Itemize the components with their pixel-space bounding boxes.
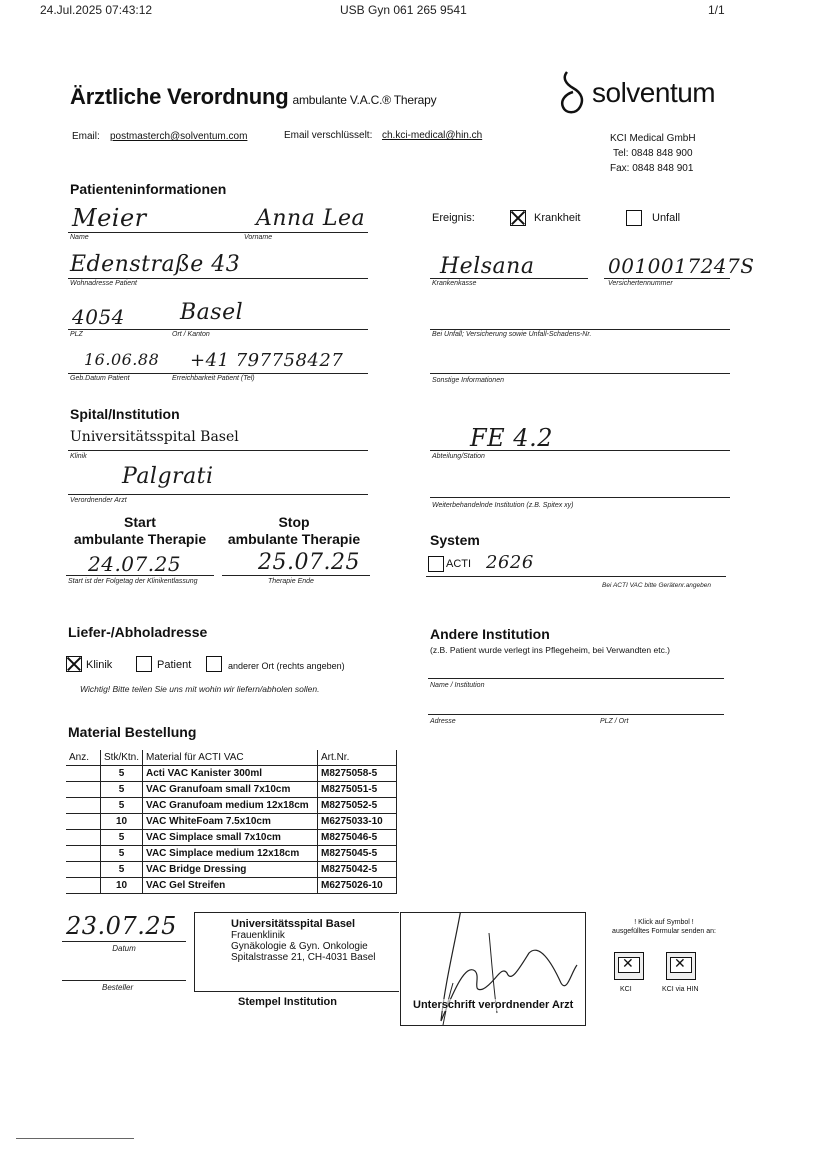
start-title [66, 514, 214, 548]
device-number[interactable]: 2626 [486, 552, 534, 573]
row-artnr: M8275046-5 [318, 830, 397, 846]
row-stk: 5 [101, 830, 143, 846]
table-row [66, 782, 397, 798]
acti-checkbox[interactable] [428, 556, 444, 572]
delivery-anderer-hint: (rechts angeben) [276, 661, 345, 671]
krankenkasse-value[interactable]: Helsana [440, 254, 535, 279]
row-material: VAC Granufoam small 7x10cm [143, 782, 318, 798]
patient-phone-label: Erreichbarkeit Patient (Tel) [172, 375, 255, 382]
table-row [66, 862, 397, 878]
patient-address[interactable]: Edenstraße 43 [70, 252, 241, 277]
other-hint: (z.B. Patient wurde verlegt ins Pflegeheim, bei Verwandten etc.) [430, 645, 671, 655]
enc-email-label: Email verschlüsselt: [284, 130, 373, 141]
other-section-title: Andere Institution [430, 626, 550, 642]
send-kci-label: KCI [620, 986, 632, 993]
col-stk: Stk/Ktn. [101, 750, 143, 766]
col-anz: Anz. [66, 750, 101, 766]
send-instructions-line2: ausgefülltes Formular senden an: [612, 928, 716, 935]
patient-ort-label: Ort / Kanton [172, 331, 210, 338]
row-stk: 5 [101, 766, 143, 782]
row-anz[interactable] [66, 862, 101, 878]
patient-plz[interactable]: 4054 [72, 305, 125, 329]
stamp-line3: Gynäkologie & Gyn. Onkologie [231, 941, 368, 952]
email-label: Email: [72, 131, 100, 142]
table-row [66, 766, 397, 782]
company-tel: Tel: 0848 848 900 [613, 148, 693, 159]
row-artnr: M8275052-5 [318, 798, 397, 814]
row-artnr: M8275045-5 [318, 846, 397, 862]
row-artnr: M6275026-10 [318, 878, 397, 894]
delivery-anderer-text: anderer Ort [228, 661, 275, 671]
patient-vorname-label: Vorname [244, 234, 273, 241]
event-label: Ereignis: [432, 212, 475, 224]
abteilung-label: Abteilung/Station [432, 453, 485, 460]
delivery-klinik-label: Klinik [86, 659, 113, 671]
row-artnr: M6275033-10 [318, 814, 397, 830]
stop-date[interactable]: 25.07.25 [258, 550, 360, 575]
col-material: Material für ACTI VAC [143, 750, 318, 766]
patient-ort[interactable]: Basel [180, 300, 244, 325]
solventum-logo [560, 70, 715, 116]
datum-label: Datum [112, 944, 136, 953]
system-hint: Bei ACTI VAC bitte Gerätenr.angeben [602, 582, 711, 589]
patient-name[interactable]: Meier [72, 204, 147, 232]
row-stk: 10 [101, 878, 143, 894]
delivery-patient-checkbox[interactable] [136, 656, 152, 672]
table-row [66, 814, 397, 830]
row-stk: 5 [101, 846, 143, 862]
krankheit-label: Krankheit [534, 212, 581, 224]
row-stk: 5 [101, 798, 143, 814]
system-section-title: System [430, 532, 480, 548]
row-stk: 5 [101, 862, 143, 878]
patient-phone[interactable]: +41 797758427 [190, 350, 344, 371]
row-material: VAC WhiteFoam 7.5x10cm [143, 814, 318, 830]
unfall-versicherung-label: Bei Unfall; Versicherung sowie Unfall-Schadens-Nr. [432, 331, 592, 338]
patient-section-title: Patienteninformationen [70, 181, 227, 197]
sonstige-label: Sonstige Informationen [432, 377, 504, 384]
material-table [66, 750, 397, 894]
delivery-patient-label: Patient [157, 659, 192, 671]
patient-dob-label: Geb.Datum Patient [70, 375, 130, 382]
klinik-label: Klinik [70, 453, 87, 460]
delivery-klinik-checkbox[interactable] [66, 656, 82, 672]
institution-section-title: Spital/Institution [70, 406, 180, 422]
send-kci-hin-icon[interactable] [666, 952, 696, 980]
row-artnr: M8275051-5 [318, 782, 397, 798]
acti-label: ACTI [446, 558, 472, 570]
start-title-line1: Start [124, 514, 156, 530]
row-anz[interactable] [66, 798, 101, 814]
row-stk: 5 [101, 782, 143, 798]
stamp-label: Stempel Institution [238, 996, 337, 1008]
material-table-header [66, 750, 397, 766]
arzt-value[interactable]: Palgrati [122, 464, 214, 489]
patient-plz-label: PLZ [70, 331, 83, 338]
form-title-main: Ärztliche Verordnung [70, 84, 289, 109]
signature-label: Unterschrift verordnender Arzt [413, 999, 574, 1011]
send-kci-hin-label: KCI via HIN [662, 986, 699, 993]
other-plz-ort-label: PLZ / Ort [600, 718, 629, 725]
row-anz[interactable] [66, 814, 101, 830]
start-label: Start ist der Folgetag der Klinikentlassung [68, 578, 198, 585]
delivery-section-title: Liefer-/Abholadresse [68, 624, 208, 640]
row-material: VAC Simplace small 7x10cm [143, 830, 318, 846]
row-anz[interactable] [66, 766, 101, 782]
start-date[interactable]: 24.07.25 [88, 552, 182, 576]
stop-title-line2: ambulante Therapie [227, 531, 361, 547]
signature-box[interactable] [400, 912, 586, 1026]
besteller-label: Besteller [102, 983, 134, 992]
material-section-title: Material Bestellung [68, 724, 197, 740]
row-material: VAC Gel Streifen [143, 878, 318, 894]
unfall-checkbox[interactable] [626, 210, 642, 226]
table-row [66, 830, 397, 846]
delivery-anderer-checkbox[interactable] [206, 656, 222, 672]
patient-address-label: Wohnadresse Patient [70, 280, 137, 287]
logo-text: solventum [592, 77, 716, 108]
table-row [66, 846, 397, 862]
unfall-label: Unfall [652, 212, 681, 224]
row-artnr: M8275058-5 [318, 766, 397, 782]
row-material: VAC Granufoam medium 12x18cm [143, 798, 318, 814]
fax-sender: USB Gyn 061 265 9541 [340, 3, 467, 17]
start-title-line2: ambulante Therapie [73, 531, 207, 547]
patient-dob[interactable]: 16.06.88 [84, 350, 160, 369]
fax-datetime: 24.Jul.2025 07:43:12 [40, 3, 153, 17]
table-row [66, 878, 397, 894]
form-subtitle: ambulante V.A.C.® Therapy [292, 93, 437, 107]
institution-stamp [194, 912, 399, 992]
enc-email-link[interactable]: ch.kci-medical@hin.ch [382, 130, 483, 141]
weiterbehandelnde-label: Weiterbehandelnde Institution (z.B. Spitex xy) [432, 502, 574, 509]
krankenkasse-label: Krankenkasse [432, 280, 477, 287]
patient-vorname[interactable]: Anna Lea [256, 206, 366, 231]
fax-page: 1/1 [708, 3, 725, 17]
col-artnr: Art.Nr. [318, 750, 397, 766]
row-anz[interactable] [66, 846, 101, 862]
versichertennummer-value[interactable]: 0010017247S [608, 254, 755, 278]
other-name-label: Name / Institution [430, 682, 485, 689]
form-title [70, 84, 436, 110]
klinik-value[interactable]: Universitätsspital Basel [70, 429, 239, 445]
other-adresse-label: Adresse [430, 718, 456, 725]
stop-label: Therapie Ende [268, 578, 314, 585]
arzt-label: Verordnender Arzt [70, 497, 127, 504]
row-material: Acti VAC Kanister 300ml [143, 766, 318, 782]
email-link[interactable]: postmasterch@solventum.com [110, 131, 248, 142]
solventum-logo-icon [560, 70, 586, 116]
stop-title [220, 514, 368, 548]
row-anz[interactable] [66, 782, 101, 798]
stamp-line1: Universitätsspital Basel [231, 918, 356, 930]
table-row [66, 798, 397, 814]
delivery-anderer-label [228, 661, 345, 671]
versichertennummer-label: Versichertennummer [608, 280, 673, 287]
row-anz[interactable] [66, 830, 101, 846]
company-name: KCI Medical GmbH [610, 133, 696, 144]
stamp-line4: Spitalstrasse 21, CH-4031 Basel [231, 952, 376, 963]
stamp-line2: Frauenklinik [231, 930, 285, 941]
company-fax: Fax: 0848 848 901 [610, 163, 694, 174]
datum-value[interactable]: 23.07.25 [66, 912, 177, 940]
row-artnr: M8275042-5 [318, 862, 397, 878]
delivery-note: Wichtig! Bitte teilen Sie uns mit wohin wir liefern/abholen sollen. [80, 684, 320, 694]
abteilung-value[interactable]: FE 4.2 [470, 424, 553, 452]
row-stk: 10 [101, 814, 143, 830]
row-material: VAC Simplace medium 12x18cm [143, 846, 318, 862]
row-material: VAC Bridge Dressing [143, 862, 318, 878]
send-instructions [596, 918, 732, 936]
row-anz[interactable] [66, 878, 101, 894]
send-kci-icon[interactable] [614, 952, 644, 980]
patient-name-label: Name [70, 234, 89, 241]
stop-title-line1: Stop [278, 514, 310, 530]
krankheit-checkbox[interactable] [510, 210, 526, 226]
send-instructions-line1: ! Klick auf Symbol ! [634, 919, 694, 926]
